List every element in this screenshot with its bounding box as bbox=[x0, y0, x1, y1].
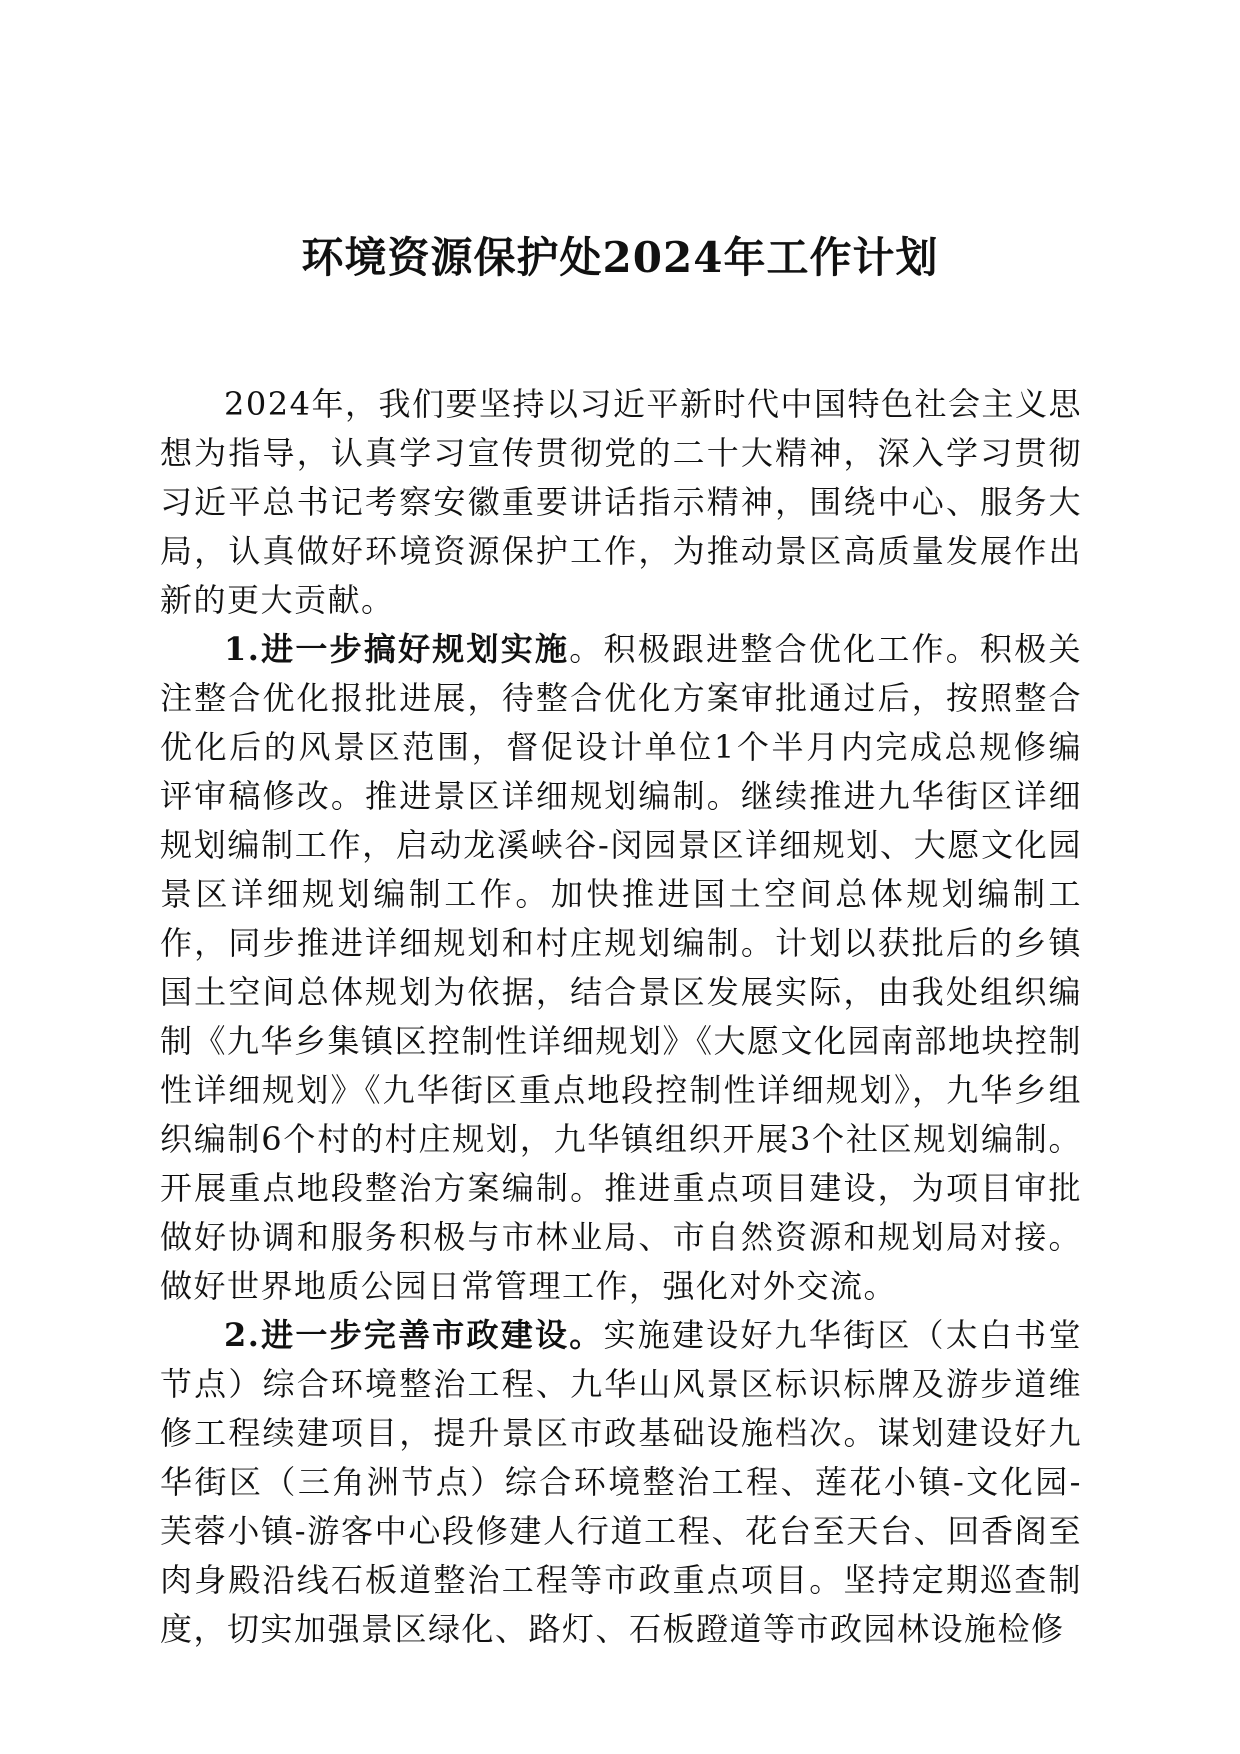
section-1-paragraph bbox=[160, 625, 1082, 1311]
document-title: 环境资源保护处2024年工作计划 bbox=[301, 233, 939, 282]
section-1-text: 。积极跟进整合优化工作。积极关注整合优化报批进展，待整合优化方案审批通过后，按照整合优化后的风景区范围，督促设计单位1个半月内完成总规修编评审稿修改。推进景区详细规划编制。继续推进九华街区详细规划编制工作，启动龙溪峡谷-闵园景区详细规划、大愿文化园景区详细规划编制工作。加快推进国土空间总体规划编制工作，同步推进详细规划和村庄规划编制。计划以获批后的乡镇国土空间总体规划为依据，结合景区发展实际，由我处组织编制《九华乡集镇区控制性详细规划》《大愿文化园南部地块控制性详细规划》《九华街区重点地段控制性详细规划》，九华乡组织编制6个村的村庄规划，九华镇组织开展3个社区规划编制。开展重点地段整治方案编制。推进重点项目建设，为项目审批做好协调和服务积极与市林业局、市自然资源和规划局对接。做好世界地质公园日常管理工作，强化对外交流。 bbox=[160, 630, 1083, 1305]
section-2-heading: 2.进一步完善市政建设。 bbox=[224, 1316, 604, 1354]
section-2-text: 实施建设好九华街区（太白书堂节点）综合环境整治工程、九华山风景区标识标牌及游步道维修工程续建项目，提升景区市政基础设施档次。谋划建设好九华街区（三角洲节点）综合环境整治工程、莲花小镇-文化园-芙蓉小镇-游客中心段修建人行道工程、花台至天台、回香阁至肉身殿沿线石板道整治工程等市政重点项目。坚持定期巡查制度，切实加强景区绿化、路灯、石板蹬道等市政园林设施检修 bbox=[160, 1316, 1082, 1648]
section-1-heading: 1.进一步搞好规划实施 bbox=[224, 630, 570, 668]
intro-text: 2024年，我们要坚持以习近平新时代中国特色社会主义思想为指导，认真学习宣传贯彻党的二十大精神，深入学习贯彻习近平总书记考察安徽重要讲话指示精神，围绕中心、服务大局，认真做好环境资源保护工作，为推动景区高质量发展作出新的更大贡献。 bbox=[160, 385, 1082, 619]
section-2-paragraph bbox=[160, 1311, 1082, 1654]
intro-paragraph bbox=[160, 380, 1082, 625]
document-body bbox=[160, 380, 1082, 1654]
